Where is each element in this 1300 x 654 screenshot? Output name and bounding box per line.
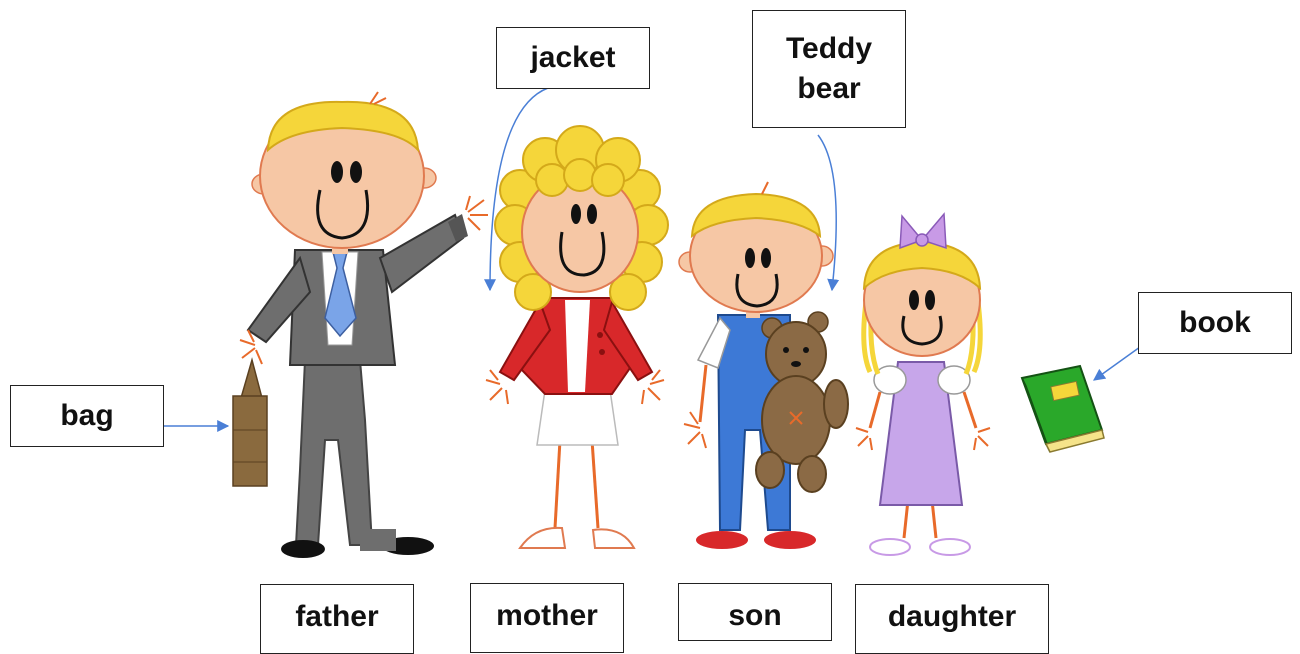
mother-label <box>470 583 624 653</box>
teddy-bear-label <box>752 10 906 128</box>
teddy-bear-label-text: Teddy bear <box>785 31 873 105</box>
bag-label-text: bag <box>60 398 114 432</box>
daughter-label <box>855 584 1049 654</box>
mother-label-text: mother <box>496 599 598 632</box>
bag-label <box>10 385 164 447</box>
daughter-label-text: daughter <box>887 600 1017 633</box>
book-arrow <box>1094 347 1140 380</box>
mother-figure <box>486 126 668 548</box>
daughter-figure <box>856 214 990 555</box>
jacket-label <box>496 27 650 89</box>
jacket-label-text: jacket <box>530 40 616 74</box>
father-figure <box>240 92 488 558</box>
son-label <box>678 583 832 641</box>
book-illustration <box>1022 366 1104 452</box>
teddy-bear-illustration <box>756 312 848 492</box>
son-label-text: son <box>728 599 782 632</box>
book-label <box>1138 292 1292 354</box>
father-label-text: father <box>295 600 379 633</box>
bag-illustration <box>233 360 267 486</box>
book-label-text: book <box>1179 305 1251 339</box>
father-label <box>260 584 414 654</box>
